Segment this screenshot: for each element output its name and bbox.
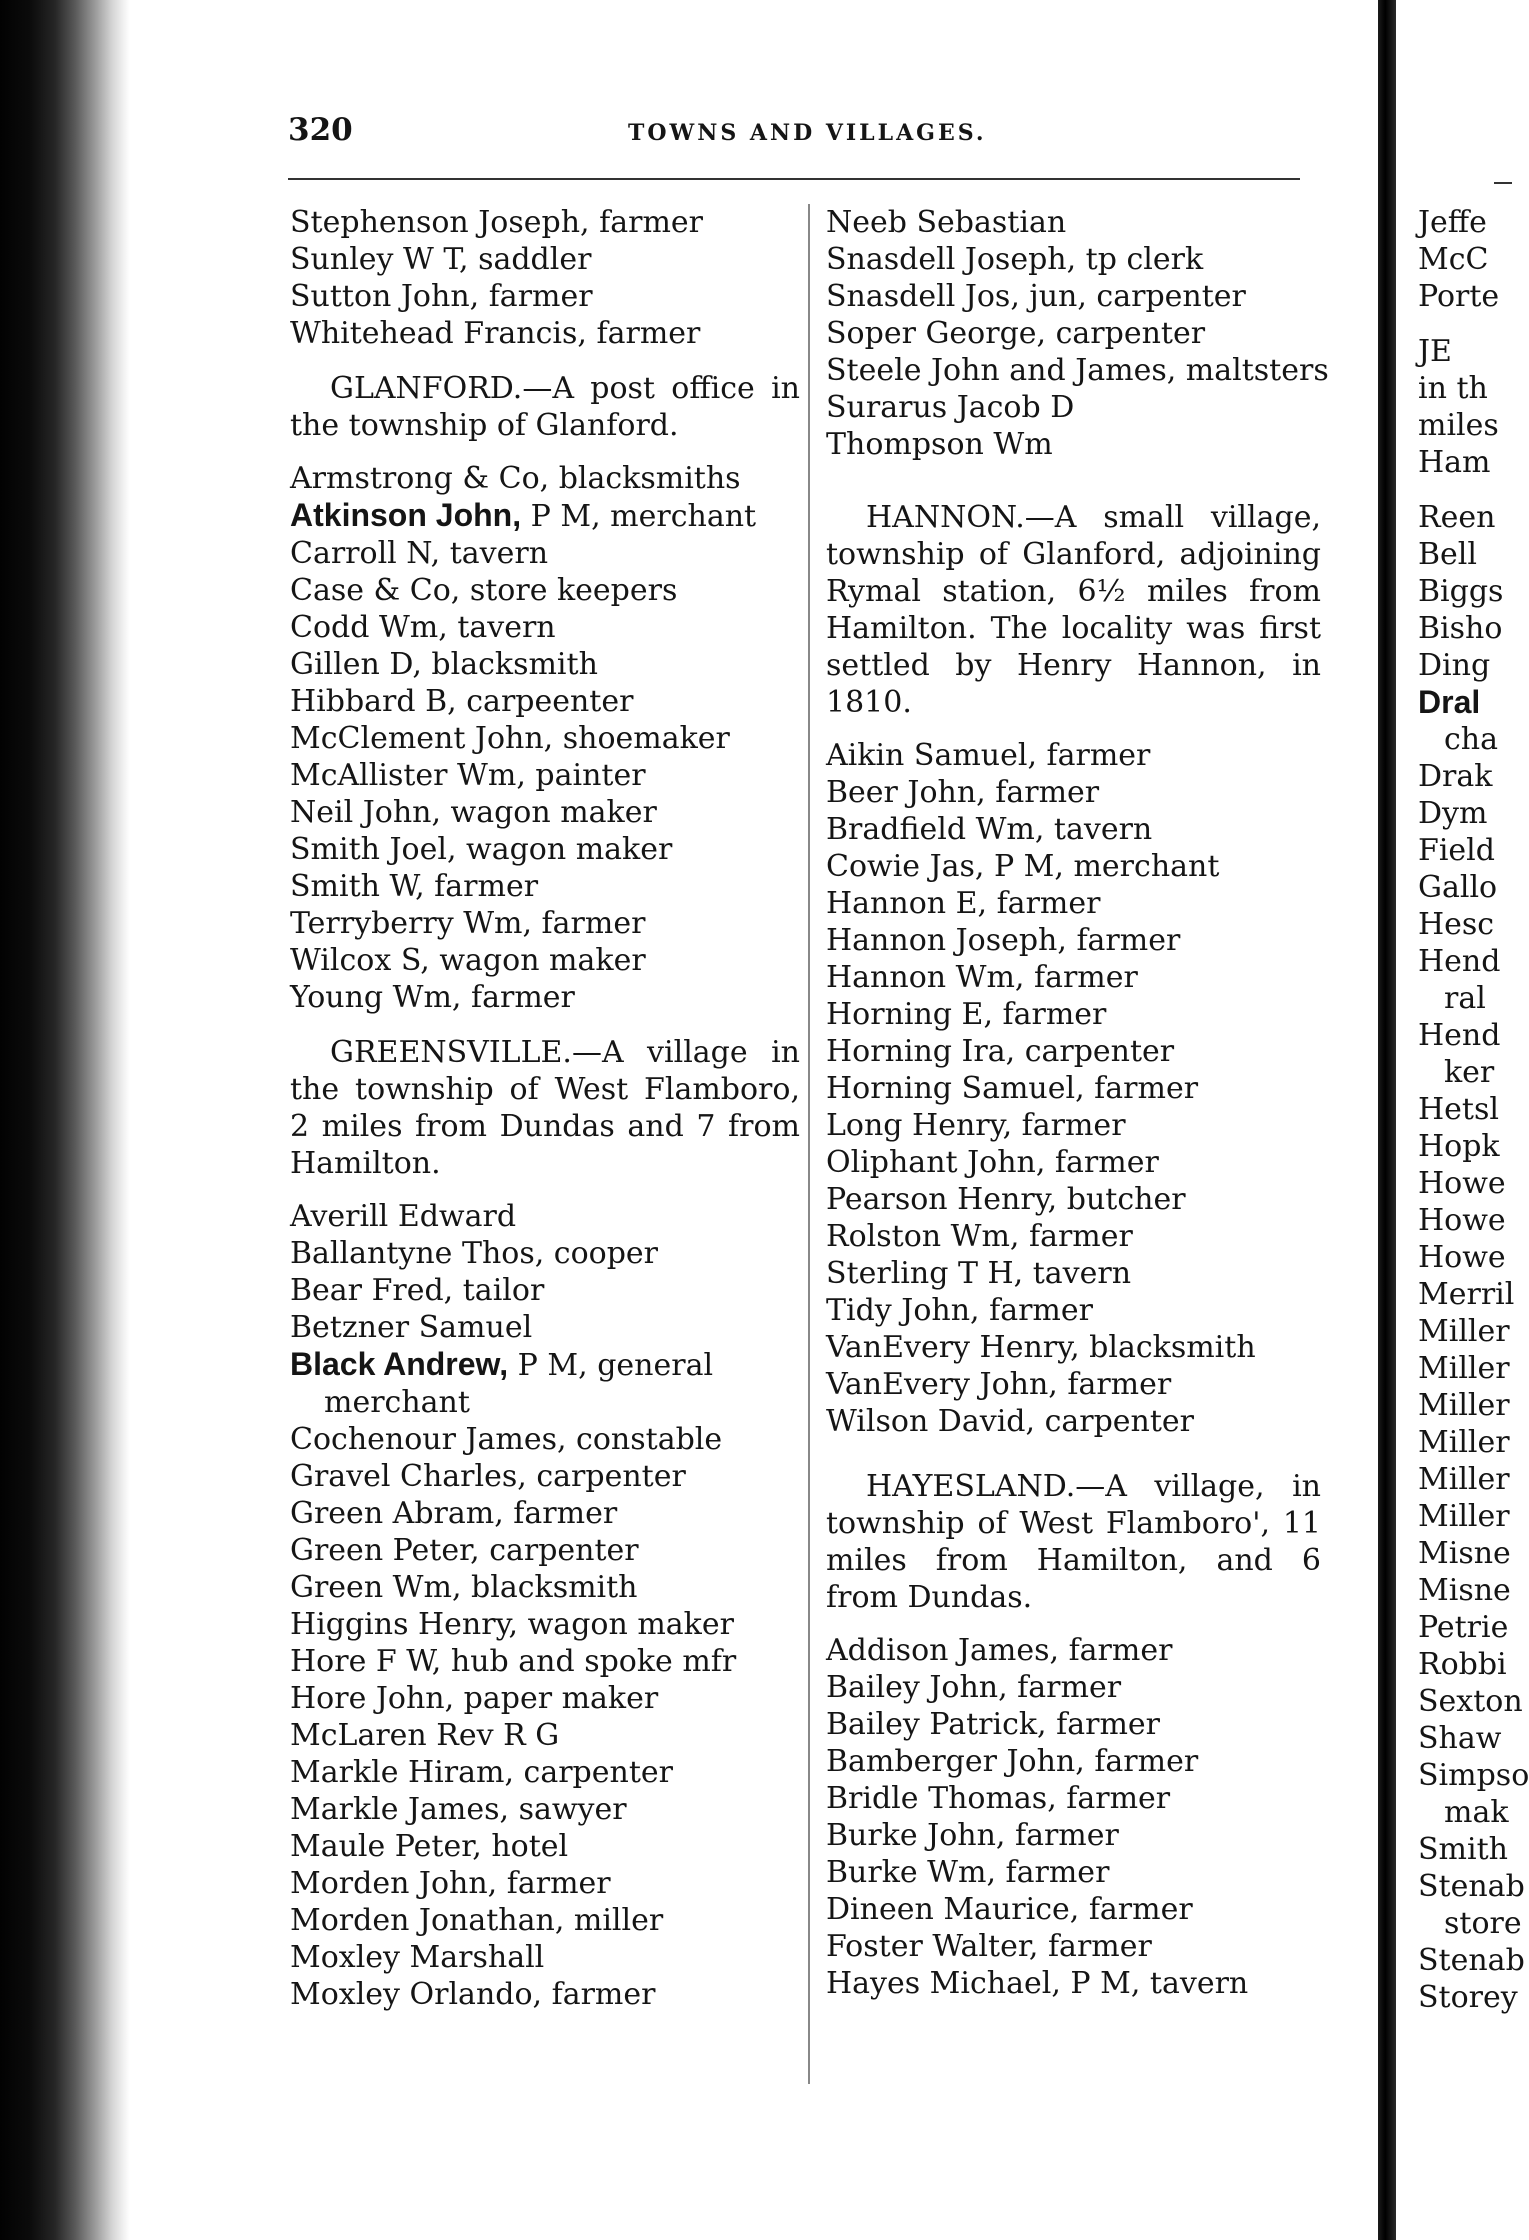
fragment-entry: Howe: [1418, 1203, 1506, 1238]
fragment-entry: Stenab: [1418, 1869, 1525, 1904]
middle-continued-list: [826, 204, 1329, 463]
entry-name: Armstrong & Co, blacksmiths: [290, 461, 741, 496]
entry-name: Green Abram, farmer: [290, 1496, 618, 1531]
fragment-entry: Hetsl: [1418, 1092, 1499, 1127]
entry-name: Moxley Marshall: [290, 1940, 545, 1975]
entry-name: Sterling T H, tavern: [826, 1256, 1132, 1291]
header-rule-next-page: [1494, 182, 1512, 184]
directory-entry: [290, 1198, 800, 1235]
fragment-entry: Stenab: [1418, 1943, 1525, 1978]
fragment-text: JE: [1418, 334, 1452, 369]
directory-entry: [290, 979, 800, 1016]
running-title: TOWNS AND VILLAGES.: [628, 120, 987, 146]
directory-entry: [826, 885, 1321, 922]
glanford-intro: GLANFORD.—A post office in the township of Glanford.: [290, 371, 800, 443]
left-column: [290, 204, 800, 2013]
entry-name: Terryberry Wm, farmer: [290, 906, 646, 941]
entry-name: Sunley W T, saddler: [290, 242, 592, 277]
fragment-entry: Miller: [1418, 1499, 1510, 1534]
entry-detail: P M, merchant: [521, 499, 757, 534]
directory-entry: [290, 683, 800, 720]
entry-name: Foster Walter, farmer: [826, 1929, 1152, 1964]
directory-entry: [290, 1643, 800, 1680]
entry-name: Horning Samuel, farmer: [826, 1071, 1199, 1106]
entry-name: Burke Wm, farmer: [826, 1855, 1110, 1890]
entry-name: Soper George, carpenter: [826, 316, 1206, 351]
directory-entry: [290, 535, 800, 572]
directory-entry: [290, 1421, 800, 1458]
directory-entry: [290, 1976, 800, 2013]
entry-detail: P M, general merchant: [324, 1348, 714, 1420]
directory-entry: [290, 460, 800, 497]
fragment-entry: Storey: [1418, 1980, 1518, 2015]
fragment-entry: ker: [1444, 1055, 1495, 1090]
fragment-entry: Misne: [1418, 1573, 1511, 1608]
entry-name: Hannon E, farmer: [826, 886, 1101, 921]
directory-entry: [290, 278, 800, 315]
hayesland-list: [826, 1632, 1321, 2002]
entry-name: Long Henry, farmer: [826, 1108, 1126, 1143]
entry-name: Gillen D, blacksmith: [290, 647, 598, 682]
fragment-entry: cha: [1444, 722, 1499, 757]
right-entries-list: [1418, 499, 1529, 2016]
entry-name: Aikin Samuel, farmer: [826, 738, 1151, 773]
directory-entry: [290, 831, 800, 868]
directory-entry: [826, 1144, 1321, 1181]
directory-entry: [826, 922, 1321, 959]
directory-entry: [290, 204, 800, 241]
entry-name: Ballantyne Thos, cooper: [290, 1236, 659, 1271]
fragment-text: McC: [1418, 242, 1489, 277]
fragment-entry: Smith: [1418, 1832, 1508, 1867]
directory-entry: [826, 737, 1321, 774]
entry-name: McClement John, shoemaker: [290, 721, 730, 756]
right-intro-list: [1418, 333, 1512, 481]
entry-name: VanEvery John, farmer: [826, 1367, 1172, 1402]
directory-entry: [826, 1632, 1321, 1669]
fragment-entry: Merril: [1418, 1277, 1515, 1312]
page-number: 320: [288, 112, 353, 148]
entry-name: Averill Edward: [290, 1199, 517, 1234]
fragment-entry: Reen: [1418, 500, 1496, 535]
directory-entry: [290, 1309, 800, 1346]
directory-entry: [826, 1292, 1321, 1329]
entry-name: Pearson Henry, butcher: [826, 1182, 1186, 1217]
fragment-entry: Simpso: [1418, 1758, 1529, 1793]
entry-name: Markle Hiram, carpenter: [290, 1755, 673, 1790]
entry-name: Green Peter, carpenter: [290, 1533, 639, 1568]
column-divider: [808, 204, 810, 2084]
fragment-entry: Sexton: [1418, 1684, 1523, 1719]
directory-entry: [290, 905, 800, 942]
fragment-entry: Bell: [1418, 537, 1477, 572]
directory-entry: [826, 1218, 1321, 1255]
fragment-entry: Dym: [1418, 796, 1488, 831]
fragment-entry: Dral: [1418, 684, 1481, 720]
fragment-text: in th: [1418, 371, 1488, 406]
entry-name: Thompson Wm: [826, 427, 1053, 462]
entry-name: Neil John, wagon maker: [290, 795, 657, 830]
entry-name: Bradfield Wm, tavern: [826, 812, 1153, 847]
directory-entry: [290, 1865, 800, 1902]
entry-name: Neeb Sebastian: [826, 205, 1067, 240]
entry-name: Cowie Jas, P M, merchant: [826, 849, 1220, 884]
directory-entry: [826, 1070, 1321, 1107]
directory-entry: [290, 868, 800, 905]
directory-entry: [290, 1754, 800, 1791]
entry-name: Carroll N, tavern: [290, 536, 549, 571]
right-top-list: [1418, 204, 1512, 315]
directory-entry: [826, 1780, 1321, 1817]
entry-name: Case & Co, store keepers: [290, 573, 678, 608]
fragment-entry: Hend: [1418, 944, 1501, 979]
directory-entry: [826, 1669, 1321, 1706]
entry-name: Cochenour James, constable: [290, 1422, 723, 1457]
directory-entry: [290, 1828, 800, 1865]
entry-name: Hannon Joseph, farmer: [826, 923, 1181, 958]
directory-entry: [290, 1346, 800, 1421]
entry-name: Morden John, farmer: [290, 1866, 611, 1901]
fragment-entry: Petrie: [1418, 1610, 1509, 1645]
entry-name: Whitehead Francis, farmer: [290, 316, 701, 351]
fragment-entry: Miller: [1418, 1388, 1510, 1423]
directory-entry: [290, 942, 800, 979]
directory-entry: [290, 572, 800, 609]
directory-entry: [826, 1891, 1321, 1928]
entry-name: Addison James, farmer: [826, 1633, 1173, 1668]
directory-entry: [290, 1495, 800, 1532]
directory-entry: [290, 241, 800, 278]
entry-name: Young Wm, farmer: [290, 980, 575, 1015]
entry-name: Gravel Charles, carpenter: [290, 1459, 686, 1494]
fragment-entry: Hopk: [1418, 1129, 1500, 1164]
entry-name: Wilson David, carpenter: [826, 1404, 1195, 1439]
entry-name: Snasdell Joseph, tp clerk: [826, 242, 1204, 277]
fragment-entry: Gallo: [1418, 870, 1498, 905]
entry-name: Snasdell Jos, jun, carpenter: [826, 279, 1246, 314]
directory-entry: [826, 352, 1329, 389]
directory-entry: [826, 1255, 1321, 1292]
entry-name: Stephenson Joseph, farmer: [290, 205, 703, 240]
book-binding-shadow: [0, 0, 130, 2240]
entry-name: VanEvery Henry, blacksmith: [826, 1330, 1256, 1365]
entry-name: Burke John, farmer: [826, 1818, 1119, 1853]
entry-name: Moxley Orlando, farmer: [290, 1977, 656, 2012]
directory-entry: [290, 315, 800, 352]
directory-entry: [826, 1403, 1321, 1440]
directory-entry: [826, 996, 1321, 1033]
entry-name: Wilcox S, wagon maker: [290, 943, 646, 978]
directory-entry: [290, 1680, 800, 1717]
fragment-entry: Misne: [1418, 1536, 1511, 1571]
directory-entry: [826, 1033, 1321, 1070]
fragment-entry: mak: [1444, 1795, 1509, 1830]
directory-entry: [290, 757, 800, 794]
hayesland-intro: HAYESLAND.—A village, in township of West Flamboro', 11 miles from Hamilton, and 6 from Dundas.: [826, 1469, 1321, 1615]
directory-entry: [826, 848, 1321, 885]
fragment-entry: Shaw: [1418, 1721, 1502, 1756]
directory-entry: [826, 1928, 1321, 1965]
fragment-entry: Hesc: [1418, 907, 1495, 942]
entry-name: Bailey Patrick, farmer: [826, 1707, 1160, 1742]
entry-name: Hore John, paper maker: [290, 1681, 659, 1716]
entry-name: Betzner Samuel: [290, 1310, 533, 1345]
directory-entry: [826, 1706, 1321, 1743]
entry-name: Beer John, farmer: [826, 775, 1100, 810]
directory-entry: [290, 720, 800, 757]
fragment-entry: Miller: [1418, 1314, 1510, 1349]
header-rule: [288, 178, 1300, 180]
directory-entry: [290, 1939, 800, 1976]
entry-name: Smith Joel, wagon maker: [290, 832, 673, 867]
middle-column: [826, 204, 1329, 2002]
greensville-intro: GREENSVILLE.—A village in the township of West Flamboro, 2 miles from Dundas and 7 from Hamilton.: [290, 1035, 800, 1181]
fragment-entry: Hend: [1418, 1018, 1501, 1053]
hannon-intro: HANNON.—A small village, township of Glanford, adjoining Rymal station, 6½ miles from Hamilton. The locality was first settled by Henry Hannon, in 1810.: [826, 500, 1321, 720]
directory-entry: [290, 794, 800, 831]
directory-entry: [290, 1272, 800, 1309]
fragment-entry: Bisho: [1418, 611, 1503, 646]
page-gutter: [1378, 0, 1396, 2240]
entry-name: Morden Jonathan, miller: [290, 1903, 664, 1938]
entry-name: Higgins Henry, wagon maker: [290, 1607, 734, 1642]
directory-entry: [826, 811, 1321, 848]
directory-entry: [290, 1235, 800, 1272]
entry-name: Hayes Michael, P M, tavern: [826, 1966, 1249, 2001]
fragment-entry: Robbi: [1418, 1647, 1507, 1682]
fragment-text: Porte: [1418, 279, 1500, 314]
entry-name: Hibbard B, carpeenter: [290, 684, 634, 719]
entry-name: Surarus Jacob D: [826, 390, 1075, 425]
directory-entry: [826, 241, 1321, 278]
entry-name: Green Wm, blacksmith: [290, 1570, 638, 1605]
entry-name: Rolston Wm, farmer: [826, 1219, 1133, 1254]
glanford-list: [290, 460, 800, 1016]
entry-name: Steele John and James, maltsters: [826, 353, 1329, 388]
directory-entry: [826, 389, 1321, 426]
fragment-text: Ham: [1418, 445, 1491, 480]
directory-entry: [290, 1458, 800, 1495]
entry-name: Hore F W, hub and spoke mfr: [290, 1644, 737, 1679]
fragment-entry: Miller: [1418, 1462, 1510, 1497]
directory-entry: [290, 1717, 800, 1754]
fragment-text: Jeffe: [1418, 205, 1487, 240]
fragment-entry: Miller: [1418, 1425, 1510, 1460]
directory-entry: [826, 1817, 1321, 1854]
directory-entry: [290, 1606, 800, 1643]
fragment-entry: Ding: [1418, 648, 1491, 683]
entry-name: Maule Peter, hotel: [290, 1829, 569, 1864]
directory-entry: [290, 609, 800, 646]
entry-name: Bamberger John, farmer: [826, 1744, 1199, 1779]
entry-name: Atkinson John,: [290, 497, 522, 533]
entry-name: Bailey John, farmer: [826, 1670, 1122, 1705]
directory-entry: [826, 1854, 1321, 1891]
entry-name: Hannon Wm, farmer: [826, 960, 1138, 995]
directory-entry: [290, 497, 800, 535]
directory-entry: [826, 1965, 1321, 2002]
directory-entry: [290, 1569, 800, 1606]
entry-name: Horning Ira, carpenter: [826, 1034, 1175, 1069]
greensville-list: [290, 1198, 800, 2013]
entry-name: Bear Fred, tailor: [290, 1273, 545, 1308]
directory-entry: [826, 1366, 1321, 1403]
hannon-list: [826, 737, 1321, 1440]
directory-entry: [290, 1902, 800, 1939]
fragment-entry: Howe: [1418, 1166, 1506, 1201]
entry-name: Horning E, farmer: [826, 997, 1107, 1032]
directory-entry: [826, 426, 1321, 463]
directory-entry: [290, 646, 800, 683]
entry-name: Bridle Thomas, farmer: [826, 1781, 1171, 1816]
fragment-entry: store: [1444, 1906, 1522, 1941]
entry-name: Black Andrew,: [290, 1346, 509, 1382]
fragment-entry: ral: [1444, 981, 1486, 1016]
fragment-entry: Howe: [1418, 1240, 1506, 1275]
fragment-entry: Drak: [1418, 759, 1493, 794]
right-column-fragment: [1418, 204, 1529, 2016]
fragment-entry: Field: [1418, 833, 1495, 868]
directory-entry: [826, 204, 1321, 241]
entry-name: McLaren Rev R G: [290, 1718, 560, 1753]
directory-entry: [826, 1107, 1321, 1144]
entry-name: Codd Wm, tavern: [290, 610, 556, 645]
directory-entry: [826, 315, 1321, 352]
entry-name: Tidy John, farmer: [826, 1293, 1093, 1328]
entry-name: Dineen Maurice, farmer: [826, 1892, 1193, 1927]
fragment-entry: Miller: [1418, 1351, 1510, 1386]
directory-entry: [826, 278, 1321, 315]
fragment-entry: Biggs: [1418, 574, 1504, 609]
entry-name: Markle James, sawyer: [290, 1792, 627, 1827]
entry-name: Smith W, farmer: [290, 869, 539, 904]
directory-entry: [290, 1532, 800, 1569]
entry-name: Oliphant John, farmer: [826, 1145, 1159, 1180]
left-continued-list: [290, 204, 800, 352]
directory-entry: [826, 1181, 1321, 1218]
entry-name: McAllister Wm, painter: [290, 758, 646, 793]
directory-entry: [826, 774, 1321, 811]
entry-name: Sutton John, farmer: [290, 279, 593, 314]
directory-entry: [826, 1743, 1321, 1780]
fragment-text: miles: [1418, 408, 1499, 443]
directory-entry: [826, 959, 1321, 996]
directory-entry: [826, 1329, 1321, 1366]
directory-entry: [290, 1791, 800, 1828]
